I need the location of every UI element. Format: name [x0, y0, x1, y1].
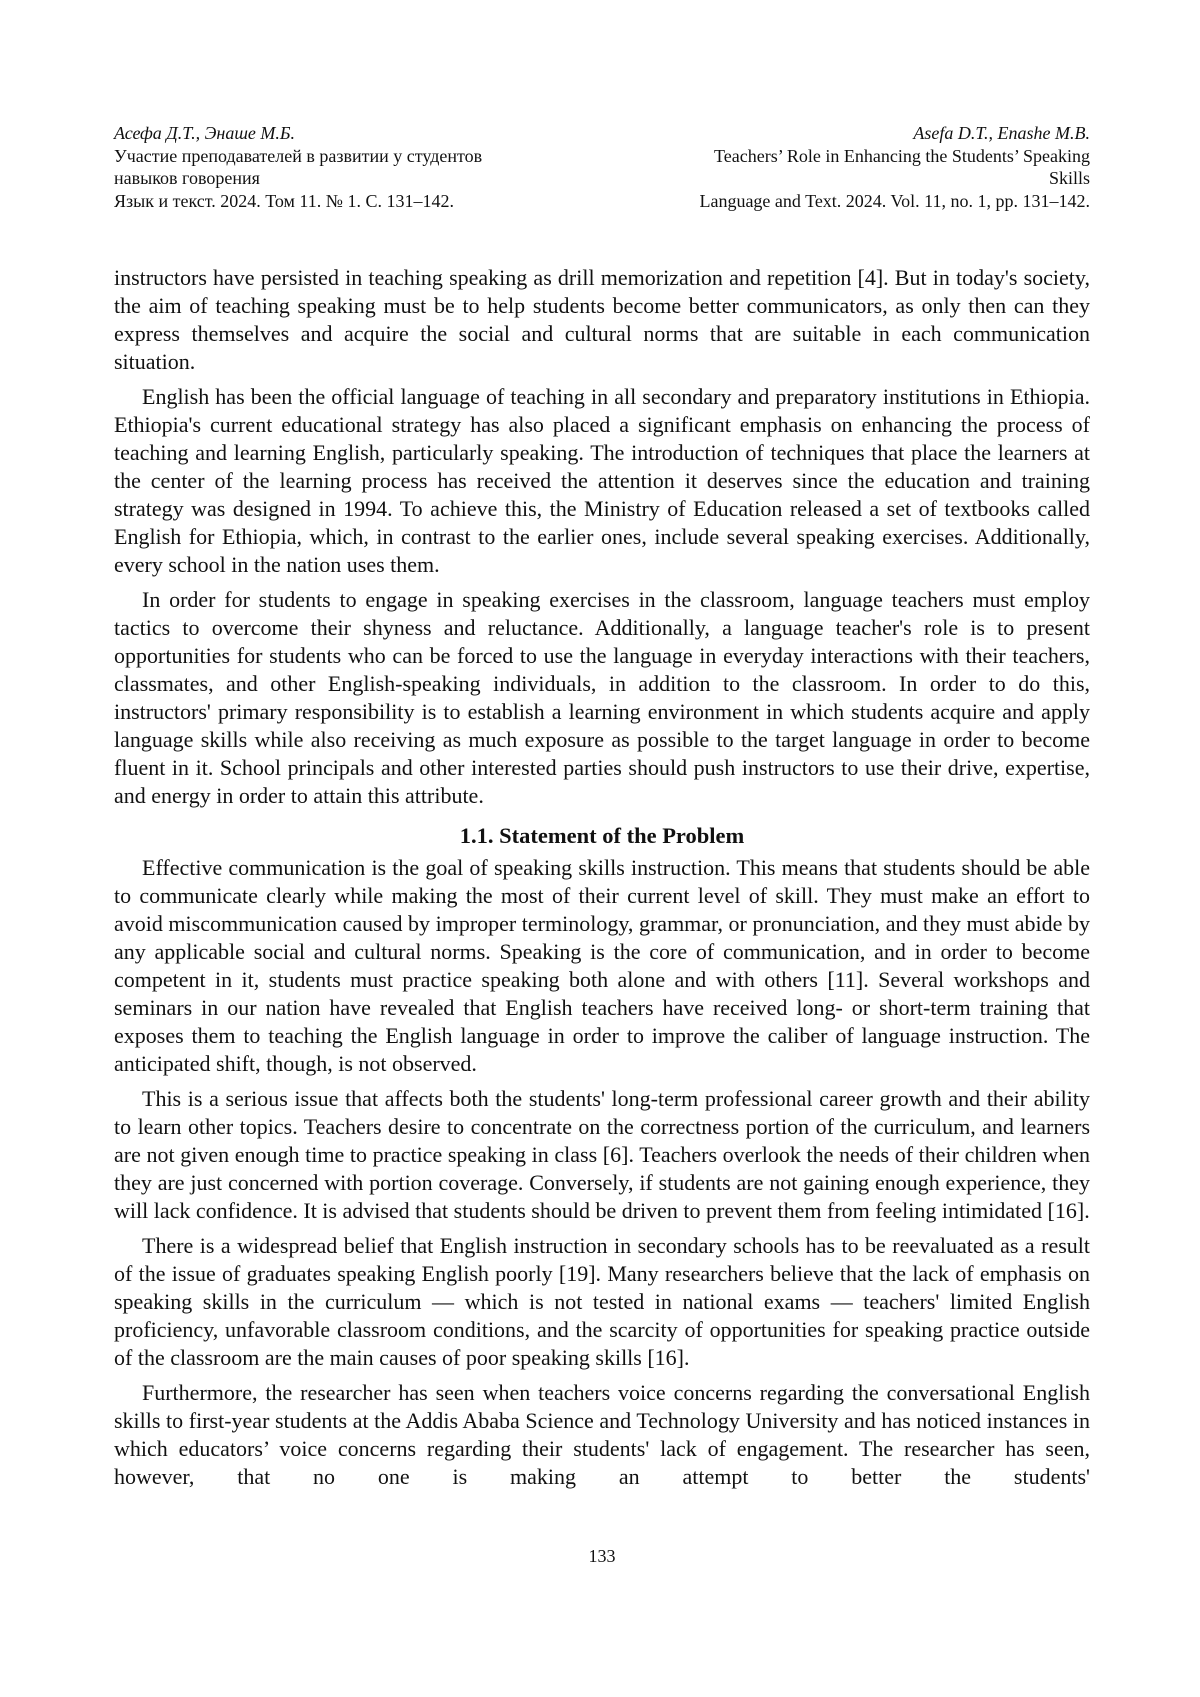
header-title-ru-line1: Участие преподавателей в развитии у студентов — [114, 145, 483, 166]
header-title-en-line2: Skills — [1048, 168, 1090, 189]
paragraph-serious-issue: This is a serious issue that affects both the students' long-term professional career growth and their ability to learn other topics. Teachers desire to concentrate on the correctness portion of the curriculum, and learners are not given enough time to practice speaking in class [6]. Teachers overlook the needs of their children when they are just concerned with portion coverage. Conversely, if students are not gaining enough experience, they will lack confidence. It is advised that students should be driven to prevent them from feeling intimidated [16]. — [114, 1086, 1090, 1223]
article-body — [114, 264, 1090, 1498]
header-english — [630, 122, 1090, 212]
document-page — [114, 0, 1090, 1697]
header-citation-ru: Язык и текст. 2024. Том 11. № 1. С. 131–142. — [114, 190, 454, 211]
header-title-ru-line2: навыков говорения — [114, 168, 260, 189]
running-header — [114, 122, 1090, 212]
header-russian — [114, 122, 574, 212]
paragraph-continuation: instructors have persisted in teaching speaking as drill memorization and repetition [4]. But in today's society, the aim of teaching speaking must be to help students become better communicators, as only then can they express themselves and acquire the social and cultural norms that are suitable in each communication situation. — [114, 265, 1090, 374]
section-heading: 1.1. Statement of the Problem — [459, 823, 745, 848]
paragraph-researcher-observations: Furthermore, the researcher has seen when teachers voice concerns regarding the conversational English skills to first-year students at the Addis Ababa Science and Technology University and has noticed instances in which educators’ voice concerns regarding their students' lack of engagement. The researcher has seen, however, that no one is making an attempt to better the students' — [114, 1380, 1090, 1489]
header-authors-ru: Асефа Д.Т., Энаше М.Б. — [114, 123, 296, 143]
header-citation-en: Language and Text. 2024. Vol. 11, no. 1, pp. 131–142. — [699, 190, 1090, 211]
paragraph-official-language: English has been the official language of teaching in all secondary and preparatory institutions in Ethiopia. Ethiopia's current educational strategy has also placed a significant emphasis on enhancing the process of teaching and learning English, particularly speaking. The introduction of techniques that place the learners at the center of the learning process has received the attention it deserves since the education and training strategy was designed in 1994. To achieve this, the Ministry of Education released a set of textbooks called English for Ethiopia, which, in contrast to the earlier ones, include several speaking exercises. Additionally, every school in the nation uses them. — [114, 384, 1090, 577]
paragraph-teacher-tactics: In order for students to engage in speaking exercises in the classroom, language teachers must employ tactics to overcome their shyness and reluctance. Additionally, a language teacher's role is to present opportunities for students who can be forced to use the language in everyday interactions with their teachers, classmates, and other English-speaking individuals, in addition to the classroom. In order to do this, instructors' primary responsibility is to establish a learning environment in which students acquire and apply language skills while also receiving as much exposure as possible to the target language in order to become fluent in it. School principals and other interested parties should push instructors to use their drive, expertise, and energy in order to attain this attribute. — [114, 587, 1090, 808]
page-number: 133 — [588, 1546, 616, 1566]
paragraph-effective-communication: Effective communication is the goal of speaking skills instruction. This means that students should be able to communicate clearly while making the most of their current level of skill. They must make an effort to avoid miscommunication caused by improper terminology, grammar, or pronunciation, and they must abide by any applicable social and cultural norms. Speaking is the core of communication, and in order to become competent in it, students must practice speaking both alone and with others [11]. Several workshops and seminars in our nation have revealed that English teachers have received long- or short-term training that exposes them to teaching the English language in order to improve the caliber of language instruction. The anticipated shift, though, is not observed. — [114, 855, 1090, 1076]
header-title-en-line1: Teachers’ Role in Enhancing the Students’ Speaking — [714, 145, 1090, 166]
paragraph-widespread-belief: There is a widespread belief that English instruction in secondary schools has to be reevaluated as a result of the issue of graduates speaking English poorly [19]. Many researchers believe that the lack of emphasis on speaking skills in the curriculum — which is not tested in national exams — teachers' limited English proficiency, unfavorable classroom conditions, and the scarcity of opportunities for speaking practice outside of the classroom are the main causes of poor speaking skills [16]. — [114, 1233, 1090, 1370]
header-authors-en: Asefa D.T., Enashe M.B. — [913, 123, 1090, 143]
